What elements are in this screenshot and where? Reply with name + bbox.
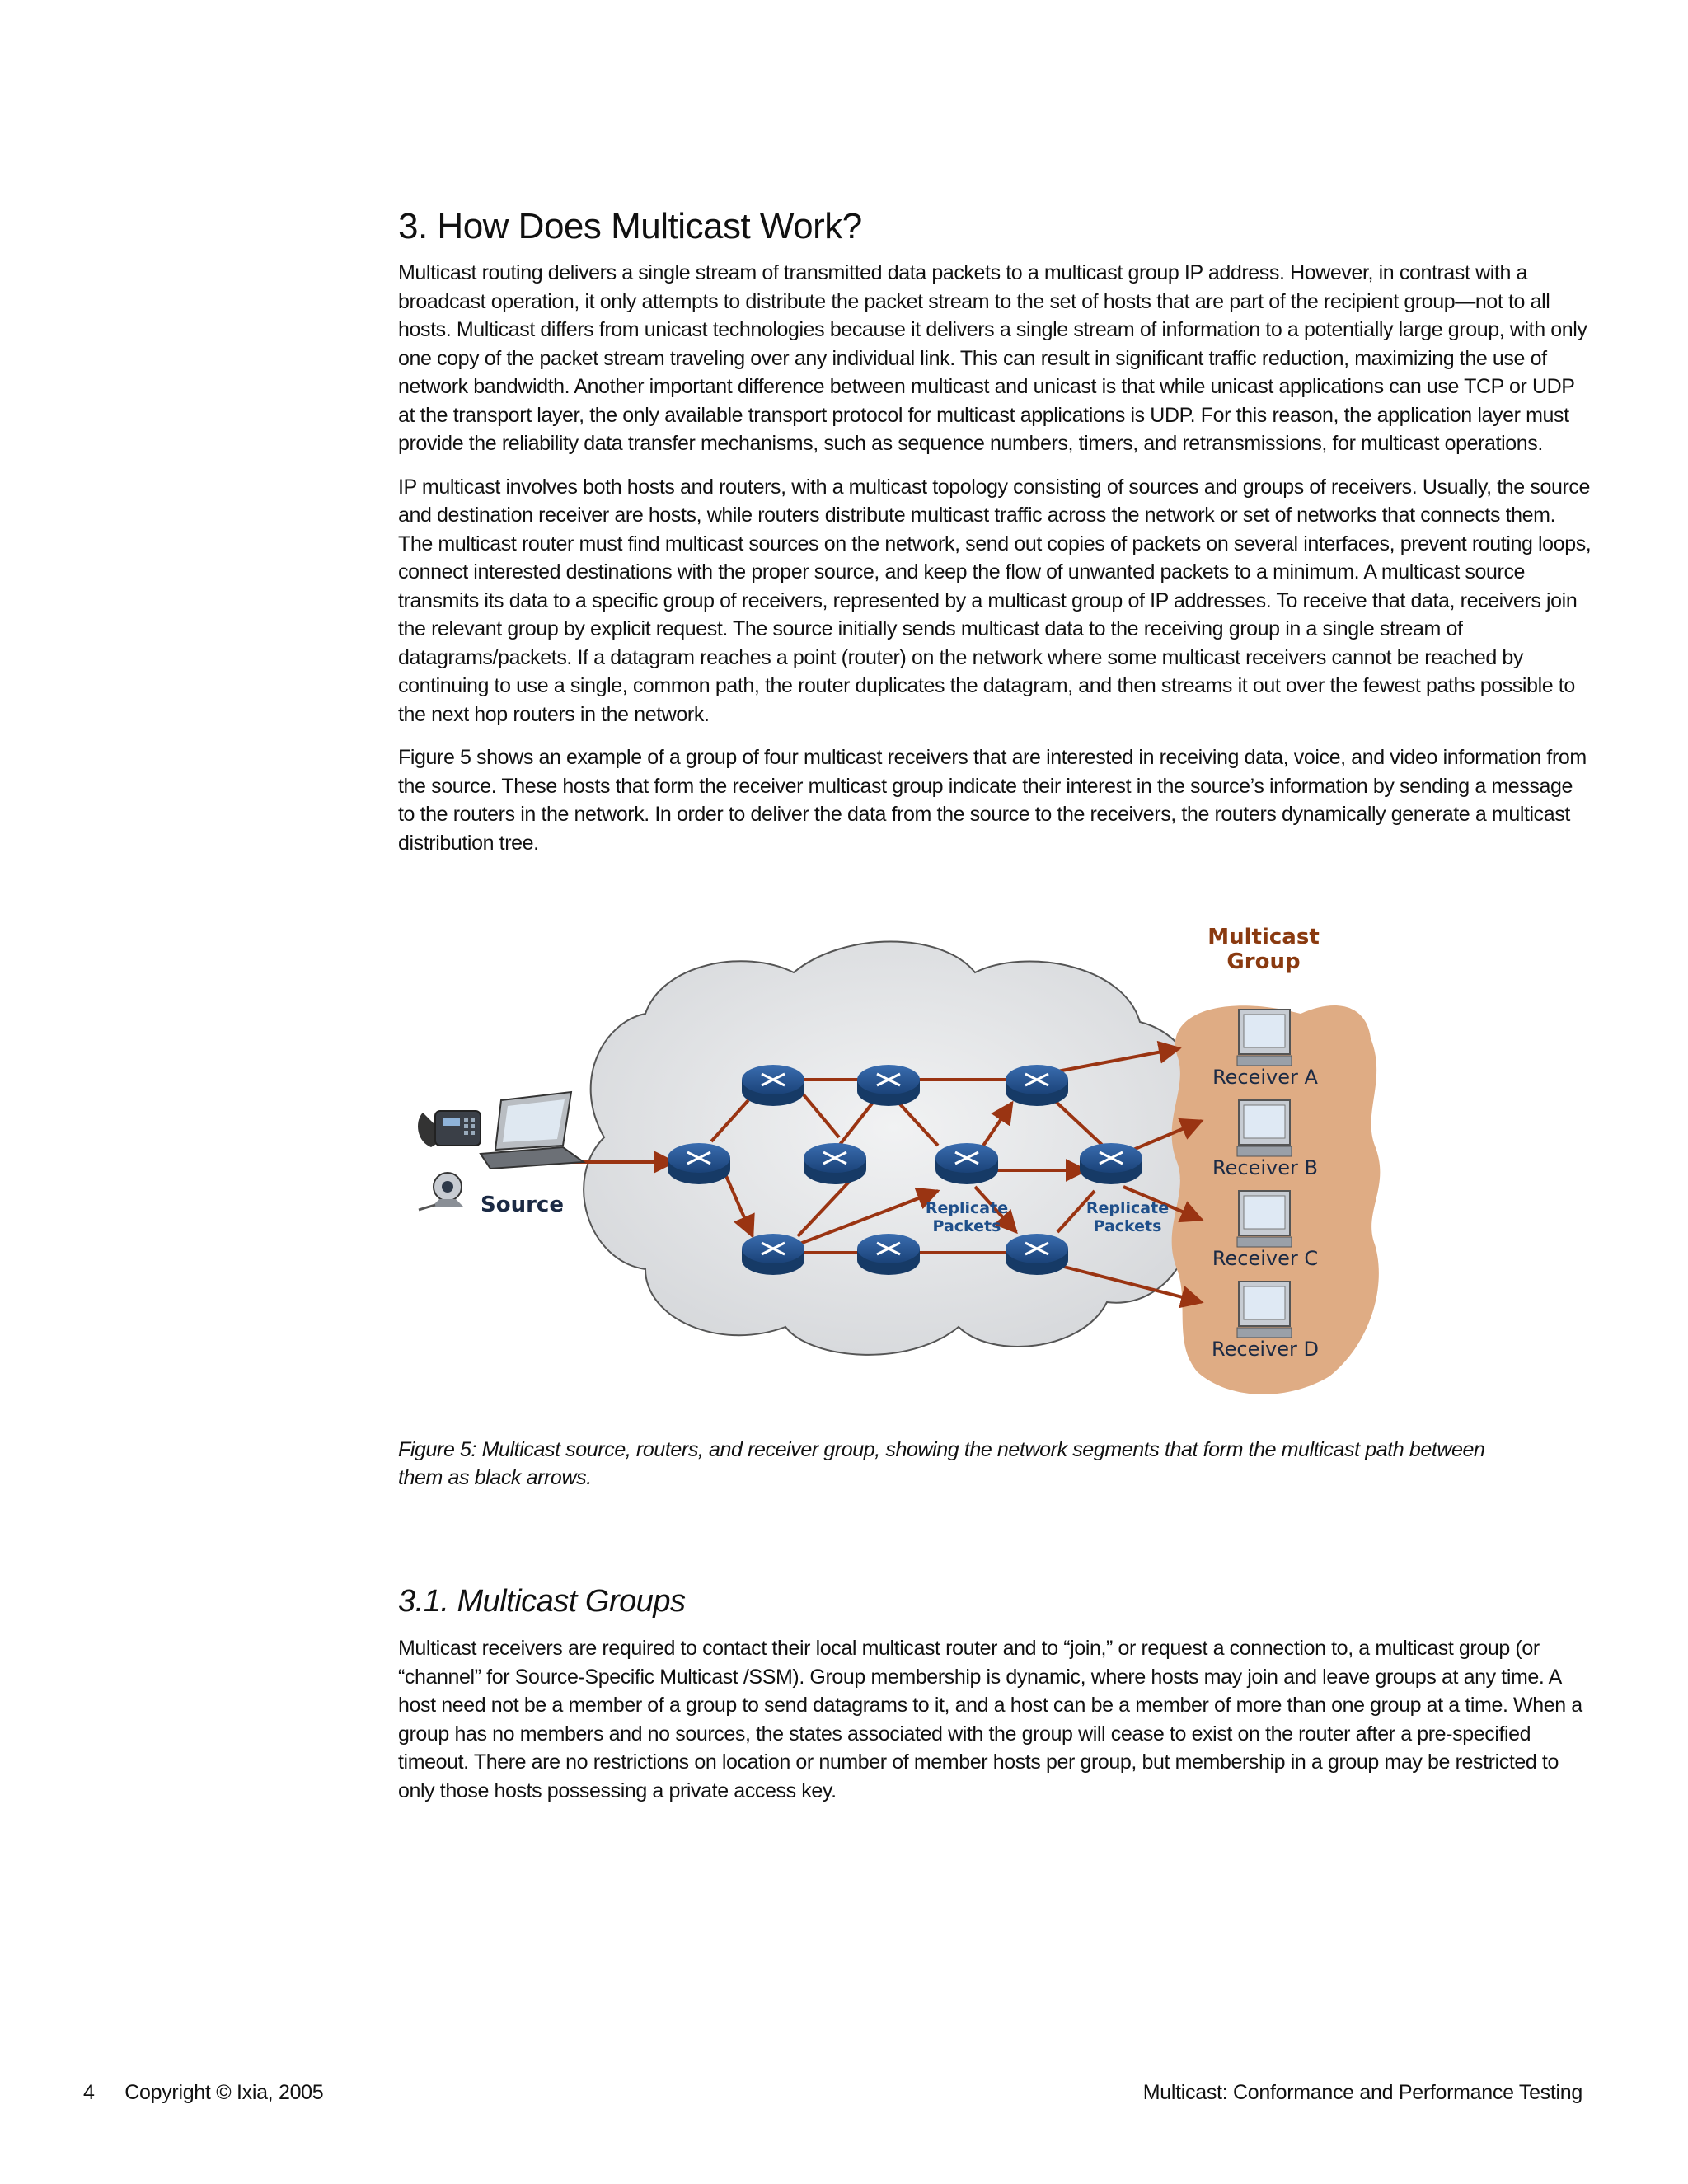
monitor-icon: [1237, 1282, 1292, 1338]
footer-doc-title: Multicast: Conformance and Performance Testing: [1142, 2081, 1582, 2104]
paragraph-1: Multicast routing delivers a single stream of transmitted data packets to a multicast group IP address. However, in contrast with a broadcast operation, it only attempts to distribute the packet stream to the set of hosts that are part of the recipient group—not to all hosts. Multicast differs from unicast technologies because it delivers a single stream of information to a potentially large group, with only one copy of the packet stream traveling over any individual link. This can result in significant traffic reduction, maximizing the use of network bandwidth. Another important difference between multicast and unicast is that while unicast applications can use TCP or UDP at the transport layer, the only available transport protocol for multicast applications is UDP. For this reason, the application layer must provide the reliability data transfer mechanisms, such as sequence numbers, timers, and retransmissions, for multicast operations.: [398, 261, 1587, 455]
replicate-label-1-line1: Replicate: [925, 1199, 1009, 1217]
figure-caption: Figure 5: Multicast source, routers, and receiver group, showing the network segments that form the multicast path between them as black arrows.: [398, 1438, 1485, 1489]
router-icon: [1080, 1143, 1142, 1184]
receiver-d-label: Receiver D: [1212, 1338, 1319, 1361]
router-icon: [742, 1065, 804, 1106]
replicate-label-2-line2: Packets: [1093, 1217, 1162, 1235]
router-icon: [742, 1234, 804, 1275]
paragraph-3: Figure 5 shows an example of a group of four multicast receivers that are interested in receiving data, voice, and video information from the source. These hosts that form the receiver multicast group indicate their interest in the source’s information by sending a message to the routers in the network. In order to deliver the data from the source to the receivers, the routers dynamically generate a multicast distribution tree.: [398, 746, 1587, 855]
section-main: [398, 206, 1593, 872]
phone-icon: [418, 1111, 481, 1147]
copyright: Copyright © Ixia, 2005: [124, 2081, 324, 2104]
router-icon: [857, 1234, 920, 1275]
router-icon: [1006, 1065, 1068, 1106]
monitor-icon: [1237, 1191, 1292, 1247]
router-icon: [857, 1065, 920, 1106]
multicast-group-title-line1: Multicast: [1207, 925, 1320, 949]
section-title: 3. How Does Multicast Work?: [398, 206, 862, 246]
router-icon: [668, 1143, 730, 1184]
router-icon: [935, 1143, 998, 1184]
laptop-icon: [481, 1092, 584, 1169]
receiver-a-label: Receiver A: [1212, 1066, 1318, 1089]
monitor-icon: [1237, 1100, 1292, 1156]
router-icon: [1006, 1234, 1068, 1275]
subsection-title: 3.1. Multicast Groups: [398, 1584, 686, 1619]
replicate-label-1-line2: Packets: [932, 1217, 1001, 1235]
monitor-icon: [1237, 1010, 1292, 1066]
footer-left: [83, 2081, 323, 2105]
replicate-label-2-line1: Replicate: [1085, 1199, 1170, 1217]
source-label: Source: [481, 1193, 564, 1217]
multicast-group-title-line2: Group: [1226, 949, 1301, 974]
receiver-c-label: Receiver C: [1212, 1247, 1319, 1270]
subsection-multicast-groups: [398, 1584, 1593, 1820]
page-number: 4: [83, 2081, 95, 2104]
figure-5-diagram: [398, 915, 1445, 1418]
subsection-paragraph: Multicast receivers are required to contact their local multicast router and to “join,” or request a connection to, a multicast group (or “channel” for Source-Specific Multicast /SSM). Group membership is dynamic, where hosts may join and leave groups at any time. A host need not be a member of a group to send datagrams to it, and a host can be a member of more than one group at a time. When a group has no members and no sources, the states associated with the group will cease to exist on the router after a pre-specified timeout. There are no restrictions on location or number of member hosts per group, but membership in a group may be restricted to only those hosts possessing a private access key.: [398, 1637, 1582, 1802]
router-icon: [804, 1143, 866, 1184]
paragraph-2: IP multicast involves both hosts and routers, with a multicast topology consisting of sources and groups of receivers. Usually, the source and destination receiver are hosts, while routers distribute multicast traffic across the network or set of networks that connects them. The multicast router must find multicast sources on the network, send out copies of packets on several interfaces, prevent routing loops, connect interested destinations with the proper source, and keep the flow of unwanted packets to a minimum. A multicast source transmits its data to a specific group of receivers, represented by a multicast group of IP addresses. To receive that data, receivers join the relevant group by explicit request. The source initially sends multicast data to the receiving group in a single stream of datagrams/packets. If a datagram reaches a point (router) on the network where some multicast receivers cannot be reached by continuing to use a single, common path, the router duplicates the datagram, and then streams it out over the fewest paths possible to the next hop routers in the network.: [398, 475, 1592, 726]
webcam-icon: [419, 1173, 464, 1210]
receiver-b-label: Receiver B: [1212, 1156, 1318, 1179]
